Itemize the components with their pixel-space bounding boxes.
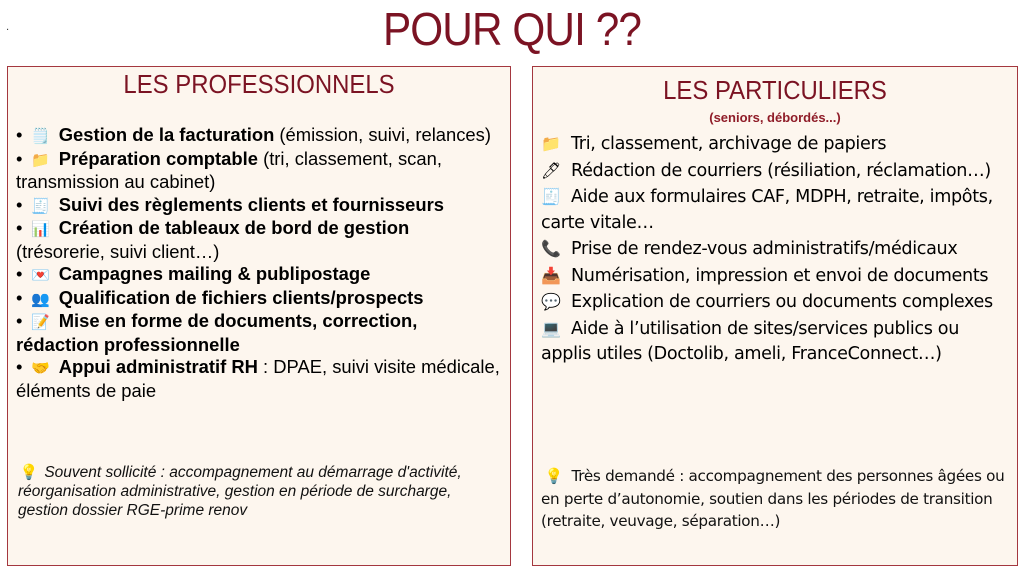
list-item: • 🧾 Suivi des règlements clients et fournisseurs	[16, 194, 500, 218]
list-item	[541, 131, 1009, 158]
item-text: Prise de rendez-vous administratifs/médicaux	[571, 239, 958, 259]
professionals-panel	[7, 66, 511, 566]
speech-bubble-icon: 💬	[541, 292, 561, 311]
list-item	[541, 316, 1009, 368]
lightbulb-icon: 💡	[544, 467, 564, 485]
item-detail: (émission, suivi, relances)	[274, 124, 491, 145]
list-item	[541, 236, 1009, 263]
list-item	[541, 158, 1009, 185]
inbox-tray-icon: 📥	[541, 265, 561, 285]
memo-icon: 📝	[31, 313, 50, 331]
item-lead: Suivi des règlements clients et fournisseurs	[58, 193, 445, 215]
telephone-icon: 📞	[541, 239, 561, 258]
individuals-note	[541, 465, 1009, 533]
item-text: Numérisation, impression et envoi de documents	[571, 265, 989, 286]
item-text: Explication de courriers ou documents complexes	[571, 292, 993, 312]
item-detail: : DPAE, suivi visite médicale, éléments de paie	[16, 356, 500, 401]
item-detail: (tri, classement, scan, transmission au cabinet)	[16, 147, 442, 192]
professionals-heading: LES PROFESSIONNELS	[123, 69, 395, 99]
list-item	[541, 263, 1009, 290]
folder-icon: 📁	[31, 150, 50, 169]
individuals-subheading: (seniors, débordés...)	[709, 110, 841, 125]
receipt-icon: 🧾	[541, 187, 561, 206]
item-text: Aide aux formulaires CAF, MDPH, retraite, impôts, carte vitale…	[541, 187, 993, 233]
professionals-list	[8, 124, 510, 402]
item-lead: Création de tableaux de bord de gestion	[58, 217, 410, 238]
item-text: Aide à l’utilisation de sites/services publics ou applis utiles (Doctolib, ameli, FranceConnect…)	[541, 318, 960, 364]
list-item: • 📁 Préparation comptable (tri, classement, scan, transmission au cabinet)	[16, 147, 442, 192]
lightbulb-icon: 💡	[19, 463, 39, 481]
notepad-icon: 🗒️	[31, 127, 50, 145]
item-text: Rédaction de courriers (résiliation, réclamation…)	[571, 160, 991, 181]
item-lead: Préparation comptable	[58, 147, 258, 169]
individuals-list	[533, 131, 1017, 368]
bar-chart-icon: 📊	[31, 220, 50, 238]
list-item: • 📊 Création de tableaux de bord de gestion (trésorerie, suivi client…)	[16, 217, 410, 262]
receipt-icon: 🧾	[31, 196, 50, 215]
love-letter-icon: 💌	[31, 266, 50, 284]
professionals-note	[18, 463, 498, 520]
laptop-icon: 💻	[541, 318, 561, 338]
note-text: Souvent sollicité : accompagnement au démarrage d'activité, réorganisation administrative, gestion en période de surcharge, gestion dossier RGE-prime renov	[18, 464, 462, 519]
people-icon: 👥	[31, 289, 50, 308]
item-lead: Mise en forme de documents, correction, rédaction professionnelle	[16, 310, 418, 355]
handshake-icon: 🤝	[31, 359, 50, 377]
list-item: • 📝 Mise en forme de documents, correction, rédaction professionnelle	[16, 310, 418, 355]
list-item: • 🗒️ Gestion de la facturation (émission, suivi, relances)	[16, 124, 500, 148]
pen-icon: 🖊	[541, 160, 561, 180]
list-item: • 👥 Qualification de fichiers clients/prospects	[16, 287, 500, 311]
list-item	[541, 184, 1009, 236]
individuals-heading: LES PARTICULIERS	[663, 75, 887, 105]
list-item: • 💌 Campagnes mailing & publipostage	[16, 263, 500, 287]
item-detail: (trésorerie, suivi client…)	[16, 240, 220, 262]
list-item: • 🤝 Appui administratif RH : DPAE, suivi visite médicale, éléments de paie	[16, 356, 500, 401]
page-title: POUR QUI ??	[382, 3, 641, 55]
item-lead: Campagnes mailing & publipostage	[58, 263, 371, 284]
stray-mark: .	[6, 22, 10, 33]
item-lead: Gestion de la facturation	[58, 124, 275, 145]
folder-icon: 📁	[541, 134, 561, 153]
individuals-panel	[532, 66, 1018, 566]
list-item	[541, 289, 1009, 316]
item-lead: Appui administratif RH	[58, 356, 258, 377]
item-lead: Qualification de fichiers clients/prospects	[58, 286, 424, 308]
item-text: Tri, classement, archivage de papiers	[571, 134, 887, 154]
note-text: Très demandé : accompagnement des personnes âgées ou en perte d’autonomie, soutien dans les périodes de transition (retraite, veuvage, séparation…)	[541, 467, 1005, 530]
